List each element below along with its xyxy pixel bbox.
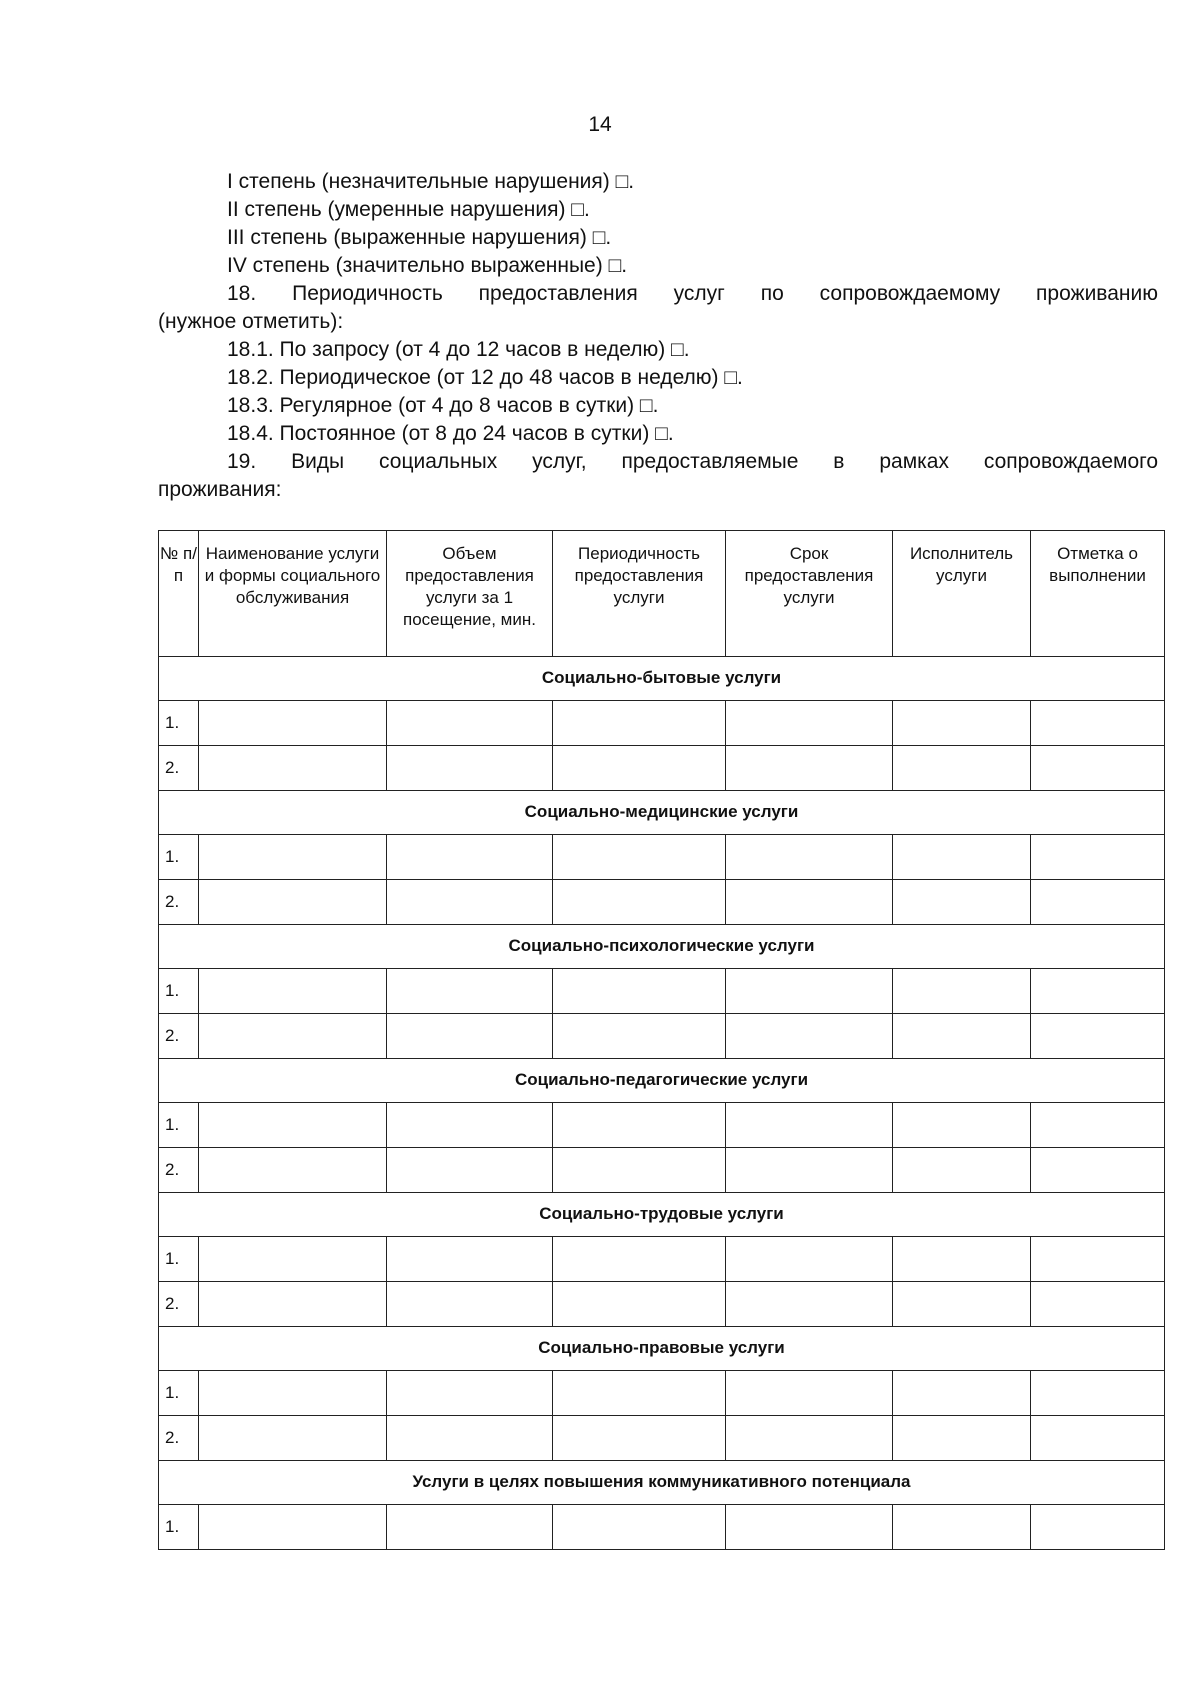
table-body	[159, 657, 1165, 1550]
table-row	[159, 701, 1165, 746]
header-service-name: Наименование услуги и формы социального обслуживания	[199, 531, 387, 657]
completion-mark-cell[interactable]	[1031, 1103, 1165, 1148]
row-number: 2.	[159, 1416, 199, 1461]
section-row	[159, 1059, 1165, 1103]
row-number: 2.	[159, 1014, 199, 1059]
service-name-cell[interactable]	[199, 701, 387, 746]
term-cell[interactable]	[726, 1505, 893, 1550]
term-cell[interactable]	[726, 1237, 893, 1282]
service-name-cell[interactable]	[199, 1505, 387, 1550]
volume-cell[interactable]	[387, 1237, 553, 1282]
term-cell[interactable]	[726, 1416, 893, 1461]
table-row	[159, 1282, 1165, 1327]
row-number: 1.	[159, 969, 199, 1014]
item-18-1: 18.1. По запросу (от 4 до 12 часов в неделю) □.	[227, 338, 690, 361]
table-row	[159, 746, 1165, 791]
periodicity-cell[interactable]	[553, 835, 726, 880]
completion-mark-cell[interactable]	[1031, 1148, 1165, 1193]
completion-mark-cell[interactable]	[1031, 1282, 1165, 1327]
periodicity-cell[interactable]	[553, 701, 726, 746]
table-row	[159, 835, 1165, 880]
service-name-cell[interactable]	[199, 746, 387, 791]
row-number: 1.	[159, 701, 199, 746]
completion-mark-cell[interactable]	[1031, 835, 1165, 880]
section-row	[159, 657, 1165, 701]
table-row	[159, 1371, 1165, 1416]
term-cell[interactable]	[726, 1148, 893, 1193]
completion-mark-cell[interactable]	[1031, 1014, 1165, 1059]
term-cell[interactable]	[726, 701, 893, 746]
service-name-cell[interactable]	[199, 1148, 387, 1193]
services-table	[158, 530, 1165, 1550]
volume-cell[interactable]	[387, 701, 553, 746]
table-row	[159, 1103, 1165, 1148]
degree-1: I степень (незначительные нарушения) □.	[227, 170, 635, 193]
volume-cell[interactable]	[387, 1505, 553, 1550]
degree-3: III степень (выраженные нарушения) □.	[227, 226, 612, 249]
completion-mark-cell[interactable]	[1031, 1505, 1165, 1550]
periodicity-cell[interactable]	[553, 1505, 726, 1550]
section-title: Социально-психологические услуги	[159, 925, 1165, 969]
header-executor: Исполнитель услуги	[893, 531, 1031, 657]
header-number: № п/п	[159, 531, 199, 657]
executor-cell[interactable]	[893, 746, 1031, 791]
executor-cell[interactable]	[893, 969, 1031, 1014]
table-header-row	[159, 531, 1165, 657]
section-title: Социально-педагогические услуги	[159, 1059, 1165, 1103]
section-row	[159, 791, 1165, 835]
volume-cell[interactable]	[387, 1103, 553, 1148]
periodicity-cell[interactable]	[553, 746, 726, 791]
header-periodicity: Периодичность предоставления услуги	[553, 531, 726, 657]
term-cell[interactable]	[726, 1014, 893, 1059]
volume-cell[interactable]	[387, 1416, 553, 1461]
row-number: 1.	[159, 835, 199, 880]
periodicity-cell[interactable]	[553, 969, 726, 1014]
item-19-heading-cont: проживания:	[158, 478, 282, 501]
periodicity-cell[interactable]	[553, 1237, 726, 1282]
section-title: Социально-бытовые услуги	[159, 657, 1165, 701]
periodicity-cell[interactable]	[553, 880, 726, 925]
item-18-4: 18.4. Постоянное (от 8 до 24 часов в сутки) □.	[227, 422, 674, 445]
row-number: 2.	[159, 880, 199, 925]
row-number: 1.	[159, 1371, 199, 1416]
section-title: Социально-трудовые услуги	[159, 1193, 1165, 1237]
executor-cell[interactable]	[893, 1014, 1031, 1059]
term-cell[interactable]	[726, 880, 893, 925]
section-row	[159, 1327, 1165, 1371]
volume-cell[interactable]	[387, 969, 553, 1014]
volume-cell[interactable]	[387, 1014, 553, 1059]
volume-cell[interactable]	[387, 1371, 553, 1416]
periodicity-cell[interactable]	[553, 1416, 726, 1461]
degree-2: II степень (умеренные нарушения) □.	[227, 198, 590, 221]
term-cell[interactable]	[726, 746, 893, 791]
term-cell[interactable]	[726, 1103, 893, 1148]
section-row	[159, 925, 1165, 969]
term-cell[interactable]	[726, 1282, 893, 1327]
section-title: Социально-медицинские услуги	[159, 791, 1165, 835]
header-term: Срок предоставления услуги	[726, 531, 893, 657]
table-row	[159, 880, 1165, 925]
term-cell[interactable]	[726, 1371, 893, 1416]
executor-cell[interactable]	[893, 1148, 1031, 1193]
executor-cell[interactable]	[893, 1416, 1031, 1461]
row-number: 2.	[159, 1148, 199, 1193]
table-row	[159, 1505, 1165, 1550]
service-name-cell[interactable]	[199, 835, 387, 880]
item-18-3: 18.3. Регулярное (от 4 до 8 часов в сутки) □.	[227, 394, 659, 417]
service-name-cell[interactable]	[199, 1282, 387, 1327]
executor-cell[interactable]	[893, 1237, 1031, 1282]
section-title: Услуги в целях повышения коммуникативного потенциала	[159, 1461, 1165, 1505]
executor-cell[interactable]	[893, 701, 1031, 746]
completion-mark-cell[interactable]	[1031, 746, 1165, 791]
executor-cell[interactable]	[893, 880, 1031, 925]
document-text	[158, 168, 1158, 504]
service-name-cell[interactable]	[199, 1416, 387, 1461]
service-name-cell[interactable]	[199, 1014, 387, 1059]
completion-mark-cell[interactable]	[1031, 1371, 1165, 1416]
table-row	[159, 969, 1165, 1014]
service-name-cell[interactable]	[199, 1103, 387, 1148]
row-number: 1.	[159, 1103, 199, 1148]
table-row	[159, 1148, 1165, 1193]
row-number: 2.	[159, 1282, 199, 1327]
volume-cell[interactable]	[387, 746, 553, 791]
page-number: 14	[588, 113, 612, 136]
header-volume: Объем предоставления услуги за 1 посещение, мин.	[387, 531, 553, 657]
volume-cell[interactable]	[387, 1148, 553, 1193]
term-cell[interactable]	[726, 835, 893, 880]
table-row	[159, 1014, 1165, 1059]
row-number: 1.	[159, 1505, 199, 1550]
periodicity-cell[interactable]	[553, 1371, 726, 1416]
completion-mark-cell[interactable]	[1031, 969, 1165, 1014]
volume-cell[interactable]	[387, 835, 553, 880]
completion-mark-cell[interactable]	[1031, 880, 1165, 925]
volume-cell[interactable]	[387, 880, 553, 925]
service-name-cell[interactable]	[199, 880, 387, 925]
term-cell[interactable]	[726, 969, 893, 1014]
periodicity-cell[interactable]	[553, 1282, 726, 1327]
completion-mark-cell[interactable]	[1031, 1237, 1165, 1282]
service-name-cell[interactable]	[199, 1371, 387, 1416]
executor-cell[interactable]	[893, 835, 1031, 880]
item-18-heading-cont: (нужное отметить):	[158, 310, 344, 333]
executor-cell[interactable]	[893, 1103, 1031, 1148]
section-row	[159, 1461, 1165, 1505]
completion-mark-cell[interactable]	[1031, 701, 1165, 746]
header-completion-mark: Отметка о выполнении	[1031, 531, 1165, 657]
service-name-cell[interactable]	[199, 1237, 387, 1282]
table-row	[159, 1416, 1165, 1461]
executor-cell[interactable]	[893, 1282, 1031, 1327]
item-19-heading: 19. Виды социальных услуг, предоставляемые в рамках сопровождаемого	[227, 450, 1158, 473]
degree-4: IV степень (значительно выраженные) □.	[227, 254, 628, 277]
executor-cell[interactable]	[893, 1371, 1031, 1416]
periodicity-cell[interactable]	[553, 1014, 726, 1059]
service-name-cell[interactable]	[199, 969, 387, 1014]
table-row	[159, 1237, 1165, 1282]
item-18-heading: 18. Периодичность предоставления услуг по сопровождаемому проживанию	[227, 282, 1158, 305]
row-number: 1.	[159, 1237, 199, 1282]
completion-mark-cell[interactable]	[1031, 1416, 1165, 1461]
row-number: 2.	[159, 746, 199, 791]
volume-cell[interactable]	[387, 1282, 553, 1327]
section-row	[159, 1193, 1165, 1237]
periodicity-cell[interactable]	[553, 1103, 726, 1148]
section-title: Социально-правовые услуги	[159, 1327, 1165, 1371]
periodicity-cell[interactable]	[553, 1148, 726, 1193]
item-18-2: 18.2. Периодическое (от 12 до 48 часов в неделю) □.	[227, 366, 743, 389]
executor-cell[interactable]	[893, 1505, 1031, 1550]
